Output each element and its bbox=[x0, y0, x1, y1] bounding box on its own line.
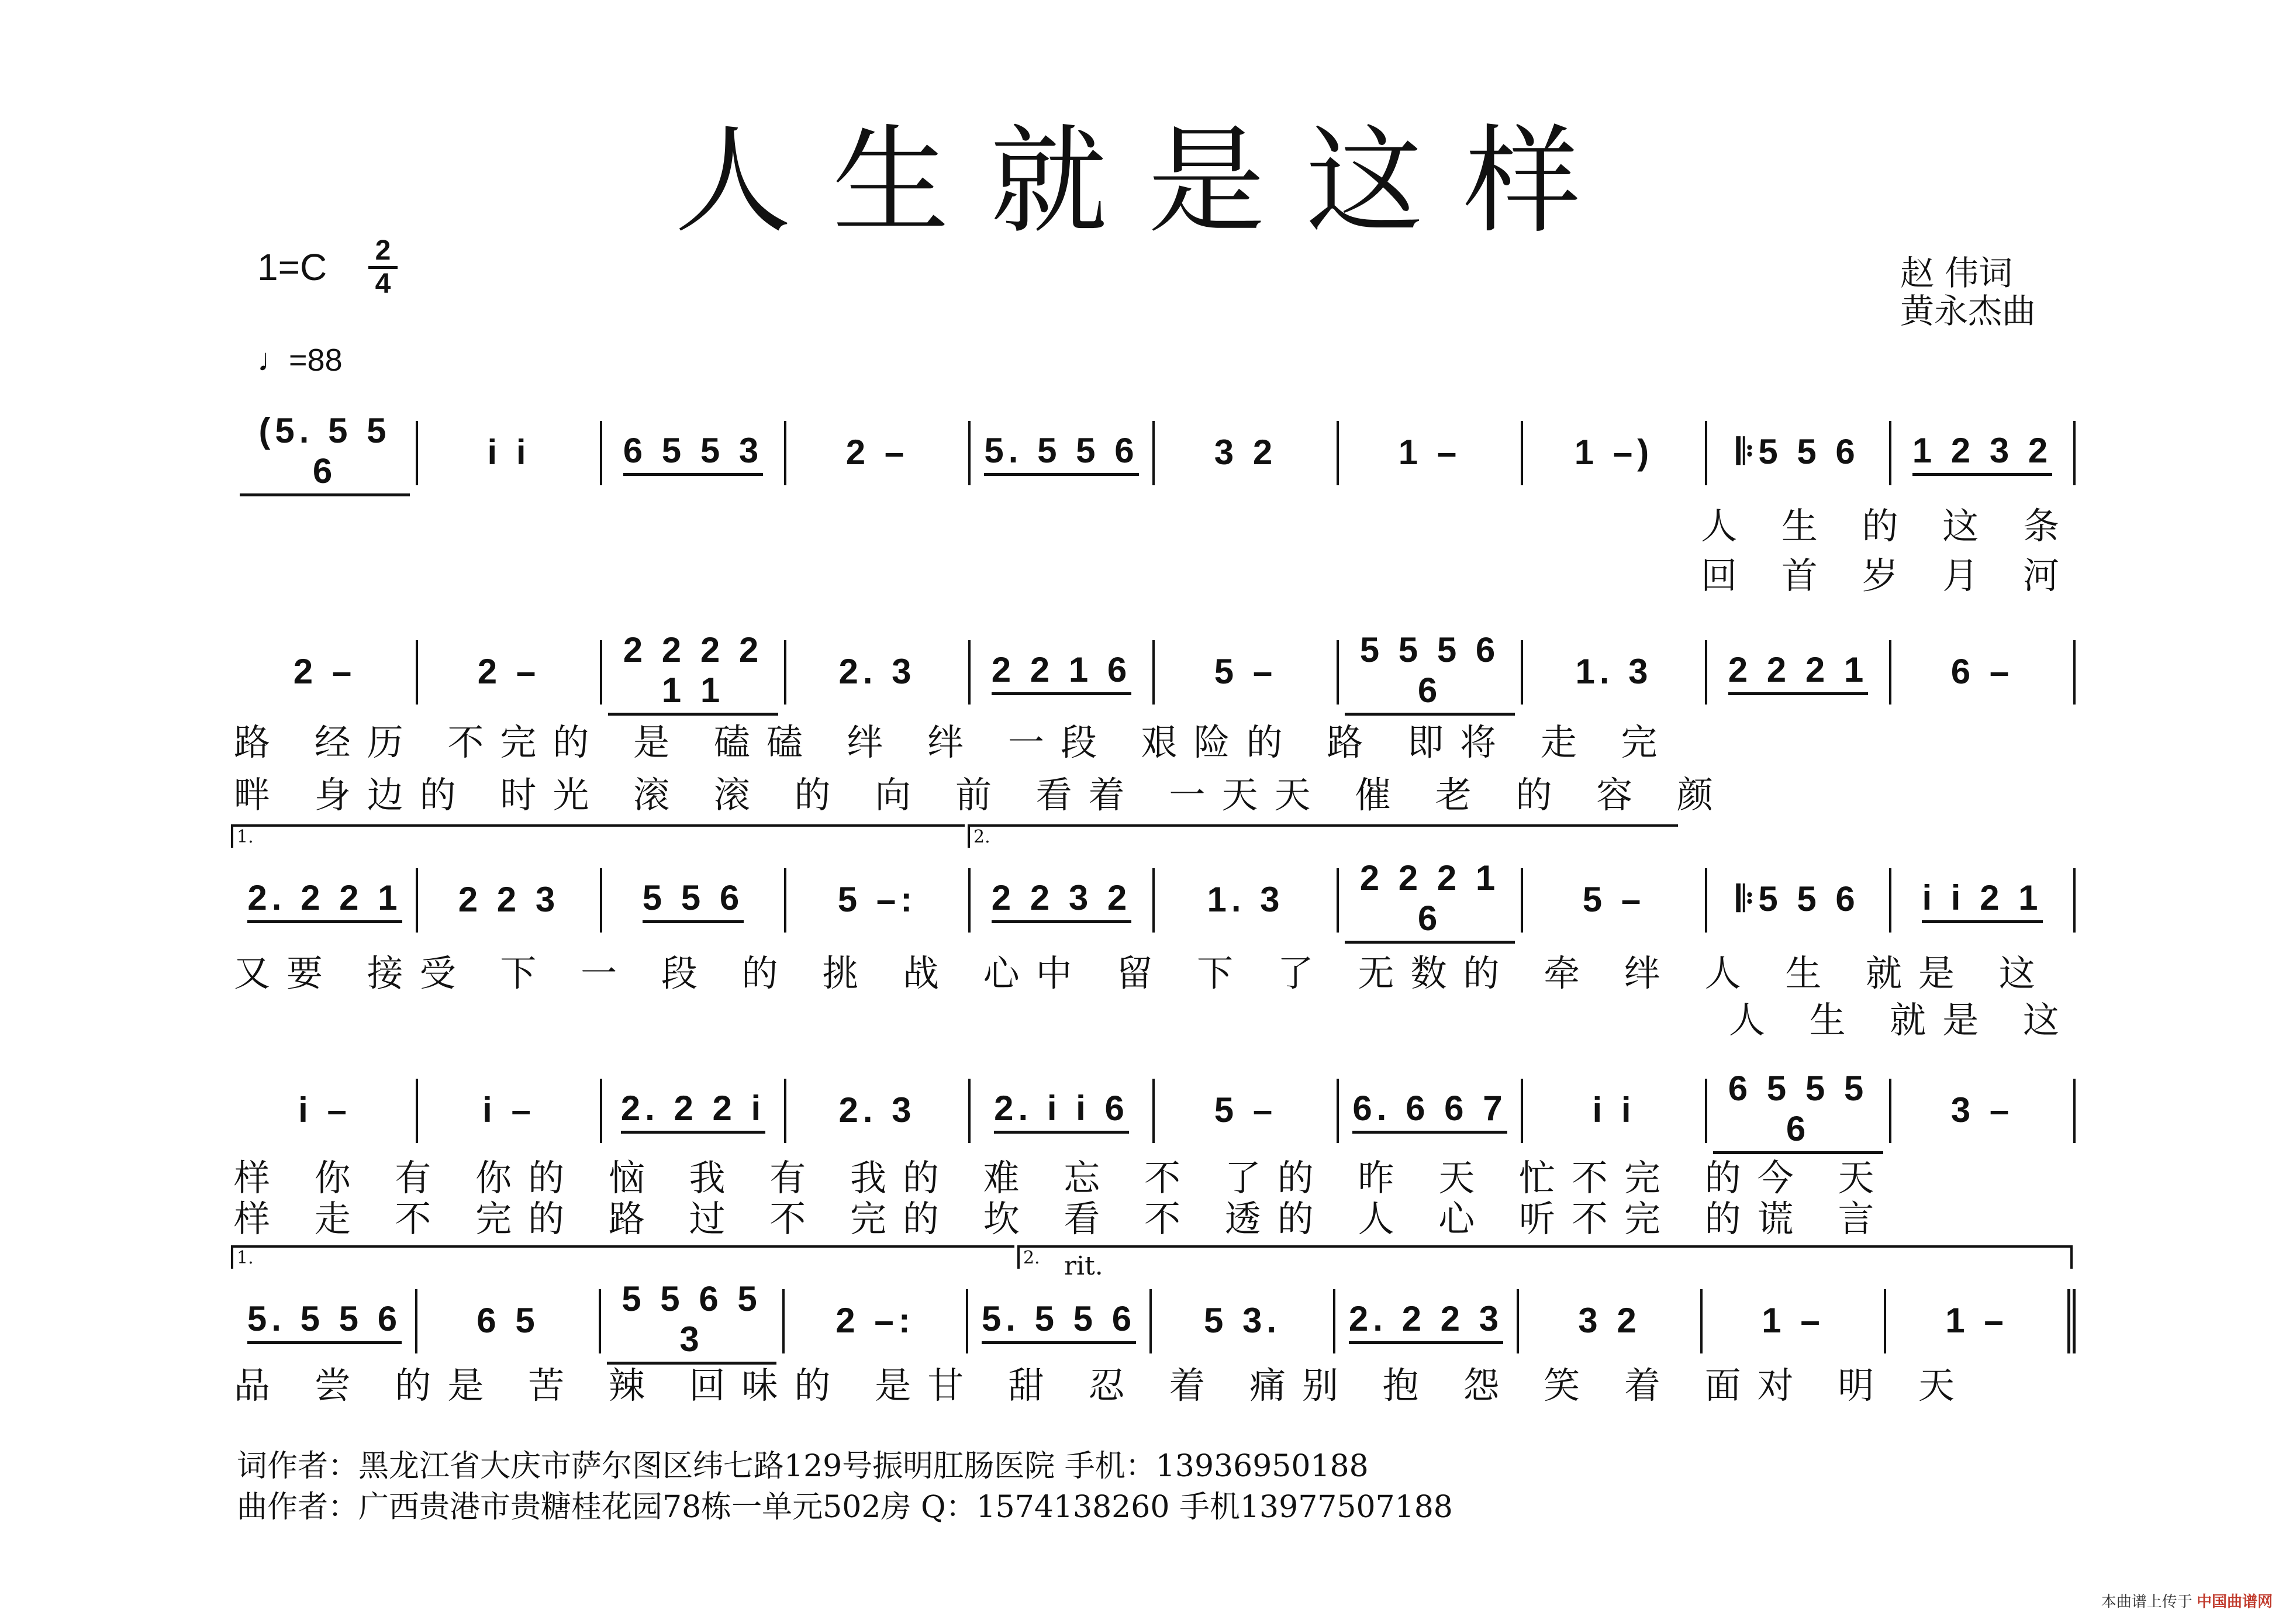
note-group: 2. 2 2 3 bbox=[1349, 1299, 1503, 1344]
composer-credit: 黄永杰曲 bbox=[1900, 291, 2036, 331]
note-group: i i 2 1 bbox=[1922, 878, 2042, 923]
volta-bracket-1: 1. bbox=[231, 824, 965, 848]
measure bbox=[602, 421, 786, 485]
note-group: 2 – bbox=[293, 651, 357, 691]
measure bbox=[786, 868, 971, 933]
measure bbox=[234, 410, 418, 491]
time-signature bbox=[368, 237, 398, 298]
measure bbox=[1891, 421, 2076, 485]
measure bbox=[1703, 1289, 1886, 1353]
measure bbox=[1155, 1079, 1339, 1143]
measure bbox=[785, 1289, 968, 1353]
note-group: 2. i i 6 bbox=[994, 1088, 1129, 1134]
note-group: 2 – bbox=[845, 432, 909, 472]
measure bbox=[1523, 421, 1707, 485]
measure bbox=[234, 1289, 417, 1353]
note-group: (5. 5 5 6 bbox=[240, 410, 410, 496]
lyrics-verse-1: 人 生 的 这 条 bbox=[1701, 505, 2076, 547]
note-group: 5 5 6 bbox=[643, 878, 744, 923]
staff-row-2 bbox=[234, 630, 2076, 710]
measure bbox=[234, 1079, 418, 1143]
note-group: 1. 3 bbox=[1575, 651, 1653, 691]
note-group: 3 – bbox=[1950, 1090, 2014, 1130]
key-signature: 1=C bbox=[257, 246, 327, 288]
staff-row-5 bbox=[234, 1279, 2076, 1359]
note-group: 2 2 3 2 bbox=[992, 878, 1132, 923]
note-group: 2 –: bbox=[835, 1300, 915, 1340]
note-group: i – bbox=[482, 1090, 536, 1130]
note-group: 2. 2 2 1 bbox=[247, 878, 402, 923]
note-group: 5. 5 5 6 bbox=[247, 1299, 402, 1344]
watermark-brand: 中国曲谱网 bbox=[2196, 1593, 2273, 1610]
note-group: 5 – bbox=[1214, 1090, 1278, 1130]
note-group: 6 5 5 5 6 bbox=[1713, 1068, 1883, 1154]
note-group: 5. 5 5 6 bbox=[982, 1299, 1136, 1344]
measure bbox=[971, 421, 1155, 485]
measure-final bbox=[1886, 1289, 2076, 1353]
measure bbox=[234, 868, 418, 933]
note-group: 5 5 5 6 6 bbox=[1345, 630, 1515, 716]
measure bbox=[418, 868, 602, 933]
note-group: 1. 3 bbox=[1207, 879, 1285, 919]
staff-row-1 bbox=[234, 410, 2076, 491]
note-group: 1 – bbox=[1398, 432, 1462, 472]
measure bbox=[602, 630, 786, 710]
measure bbox=[1339, 630, 1523, 710]
note-group: 2 2 2 2 1 1 bbox=[608, 630, 778, 716]
note-group: 6 5 5 3 bbox=[623, 430, 764, 476]
lyricist-credit: 赵 伟词 bbox=[1900, 253, 2013, 293]
measure bbox=[968, 1289, 1152, 1353]
measure bbox=[1152, 1289, 1335, 1353]
lyrics-verse-2: 回 首 岁 月 河 bbox=[1701, 554, 2076, 597]
note-group: 5 5 6 5 3 bbox=[607, 1279, 776, 1365]
note-group: 2 – bbox=[477, 651, 541, 691]
note-group: 5 – bbox=[1214, 651, 1278, 691]
measure bbox=[1155, 640, 1339, 705]
page-title: 人生就是这样 bbox=[674, 113, 1622, 250]
composer-contact: 曲作者：广西贵港市贵糖桂花园78栋一单元502房 Q：1574138260 手机13977507188 bbox=[237, 1490, 1453, 1525]
note-group: 6 – bbox=[1950, 651, 2014, 691]
note-group: 1 – bbox=[1945, 1300, 2008, 1340]
measure bbox=[1523, 640, 1707, 705]
measure bbox=[418, 640, 602, 705]
lyricist-contact: 词作者：黑龙江省大庆市萨尔图区纬七路129号振明肛肠医院 手机：13936950188 bbox=[237, 1449, 1369, 1484]
measure bbox=[234, 640, 418, 705]
lyrics-verse-1: 路 经历 不完的 是 磕磕 绊 绊 一段 艰险的 路 即将 走 完 bbox=[234, 721, 1674, 764]
volta-bracket-2: 2. bbox=[1017, 1245, 2073, 1269]
lyrics-verse-2: 人 生 就是 这 bbox=[1728, 999, 2076, 1041]
measure bbox=[602, 1079, 786, 1143]
note-group: 3 2 bbox=[1214, 432, 1278, 472]
measure bbox=[418, 1079, 602, 1143]
note-group: 1 –) bbox=[1574, 432, 1654, 472]
measure bbox=[1891, 868, 2076, 933]
lyrics-verse-2: 畔 身边的 时光 滚 滚 的 向 前 看着 一天天 催 老 的 容 颜 bbox=[234, 773, 1729, 816]
lyrics-verse-2: 样 走 不 完的 路 过 不 完的 坎 看 不 透的 人 心 听不完 的谎 言 bbox=[234, 1197, 1891, 1240]
measure bbox=[417, 1289, 601, 1353]
note-group: 2. 3 bbox=[838, 1090, 916, 1130]
measure bbox=[1335, 1289, 1519, 1353]
volta-bracket-2: 2. bbox=[968, 824, 1678, 848]
note-group: 6 5 bbox=[477, 1300, 540, 1340]
measure bbox=[1339, 1079, 1523, 1143]
note-group: 5. 5 5 6 bbox=[984, 430, 1138, 476]
note-group: 5 – bbox=[1582, 879, 1646, 919]
measure bbox=[786, 640, 971, 705]
note-group: 5 –: bbox=[837, 879, 917, 919]
lyrics-verse-1: 品 尝 的是 苦 辣 回味的 是甘 甜 忍 着 痛别 抱 怨 笑 着 面对 明 天 bbox=[234, 1364, 1972, 1407]
measure bbox=[1523, 868, 1707, 933]
note-group: 2 2 1 6 bbox=[992, 650, 1132, 695]
measure bbox=[971, 640, 1155, 705]
measure bbox=[1523, 1079, 1707, 1143]
note-group: 2. 3 bbox=[838, 651, 916, 691]
meter-bottom: 4 bbox=[375, 268, 391, 299]
ritardando-marking: rit. bbox=[1064, 1251, 1103, 1281]
measure bbox=[1155, 421, 1339, 485]
measure bbox=[971, 868, 1155, 933]
note-group: 6. 6 6 7 bbox=[1352, 1088, 1507, 1134]
measure bbox=[1707, 421, 1891, 485]
note-group: i i bbox=[487, 432, 531, 472]
measure bbox=[1339, 421, 1523, 485]
staff-row-4 bbox=[234, 1068, 2076, 1149]
staff-row-3 bbox=[234, 858, 2076, 938]
note-group: 2 2 2 1 6 bbox=[1345, 858, 1515, 944]
note-group: 2. 2 2 i bbox=[621, 1088, 765, 1134]
lyrics-verse-1: 又要 接受 下 一 段 的 挑 战 心中 留 下 了 无数的 牵 绊 人 生 就是 这 bbox=[234, 952, 2052, 994]
measure bbox=[1155, 868, 1339, 933]
measure bbox=[1339, 858, 1523, 938]
measure bbox=[786, 421, 971, 485]
tempo-marking: ♩=88 bbox=[257, 343, 343, 378]
measure bbox=[1891, 640, 2076, 705]
measure bbox=[1891, 1079, 2076, 1143]
lyrics-verse-1: 样 你 有 你的 恼 我 有 我的 难 忘 不 了的 昨 天 忙不完 的今 天 bbox=[234, 1156, 1891, 1199]
measure bbox=[602, 868, 786, 933]
note-group: 5 3. bbox=[1203, 1300, 1282, 1340]
measure bbox=[1707, 868, 1891, 933]
meter-top: 2 bbox=[375, 235, 391, 266]
note-group: 𝄆5 5 6 bbox=[1736, 879, 1860, 918]
measure bbox=[786, 1079, 971, 1143]
measure bbox=[1707, 640, 1891, 705]
note-group: 1 2 3 2 bbox=[1912, 430, 2053, 476]
note-group: 3 2 bbox=[1578, 1300, 1641, 1340]
note-group: 𝄆5 5 6 bbox=[1736, 432, 1860, 471]
measure bbox=[1519, 1289, 1703, 1353]
watermark bbox=[2101, 1590, 2273, 1611]
volta-bracket-1: 1. bbox=[231, 1245, 1014, 1269]
measure bbox=[418, 421, 602, 485]
note-group: 2 2 3 bbox=[458, 879, 560, 919]
note-group: i – bbox=[298, 1090, 351, 1130]
measure bbox=[971, 1079, 1155, 1143]
measure bbox=[601, 1279, 785, 1359]
watermark-text: 本曲谱上传于 bbox=[2101, 1593, 2193, 1610]
note-group: i i bbox=[1592, 1090, 1636, 1130]
note-group: 1 – bbox=[1762, 1300, 1825, 1340]
measure bbox=[1707, 1068, 1891, 1148]
note-group: 2 2 2 1 bbox=[1728, 650, 1869, 695]
